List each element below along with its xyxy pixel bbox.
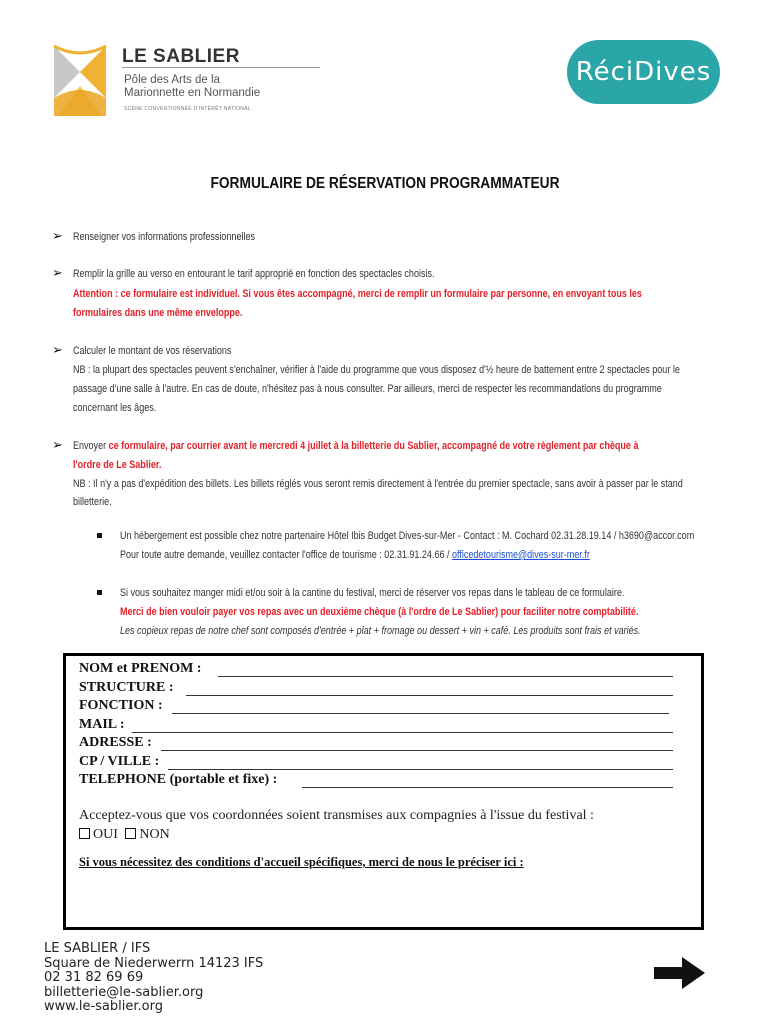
logo-small-text: SCÈNE CONVENTIONNÉE D'INTÉRÊT NATIONAL <box>124 106 251 112</box>
nb-shipping-2: billetterie. <box>73 496 112 508</box>
tourism-office-text: Pour toute autre demande, veuillez contacter l'office de tourisme : 02.31.91.24.66 / <box>120 549 452 561</box>
footer-line-2: Square de Niederwerrn 14123 IFS <box>44 955 264 971</box>
structure-label: STRUCTURE : <box>79 680 174 695</box>
special-needs-area[interactable] <box>79 874 689 924</box>
phone-label: TELEPHONE (portable et fixe) : <box>79 772 278 787</box>
consent-question: Acceptez-vous que vos coordonnées soient transmises aux compagnies à l'issue du festival : <box>79 808 594 823</box>
oui-label: OUI <box>93 827 118 842</box>
recidives-logo: RéciDives <box>567 40 720 104</box>
name-label: NOM et PRENOM : <box>79 661 202 676</box>
oui-checkbox[interactable] <box>79 828 90 839</box>
meal-info: Si vous souhaitez manger midi et/ou soir à la cantine du festival, merci de réserver vos repas dans le tableau de ce formulaire. <box>120 587 625 599</box>
footer-line-5: www.le-sablier.org <box>44 999 163 1014</box>
instruction-4-red: ce formulaire, par courrier avant le mercredi 4 juillet à la billetterie du Sablier, accompagné de votre règlement par chèque à <box>106 440 639 452</box>
name-field[interactable] <box>218 676 673 677</box>
footer-line-4: billetterie@le-sablier.org <box>44 984 204 1000</box>
phone-field[interactable] <box>302 787 673 788</box>
arrow-bullet-icon: ➢ <box>52 265 63 280</box>
tourism-email-link[interactable]: officedetourisme@dives-sur-mer.fr <box>451 549 590 561</box>
nb-shipping-1: NB : Il n'y a pas d'expédition des billets. Les billets réglés vous seront remis directement à l'entrée du premier spectacle, sans avoir à passer par le stand <box>73 478 683 490</box>
logo-title: LE SABLIER <box>122 46 240 67</box>
hotel-info: Un hébergement est possible chez notre partenaire Hôtel Ibis Budget Dives-sur-Mer - Contact : M. Cochard 02.31.28.19.14 / h3690@accor.com <box>120 530 695 542</box>
instruction-4-prefix: Envoyer <box>73 440 107 452</box>
instruction-1: Renseigner vos informations professionnelles <box>73 231 256 243</box>
meal-payment-note: Merci de bien vouloir payer vos repas avec un deuxième chèque (à l'ordre de Le Sablier) pour faciliter notre comptabilité. <box>120 606 639 618</box>
tourism-office-line <box>120 546 590 565</box>
fonction-label: FONCTION : <box>79 698 163 713</box>
arrow-bullet-icon: ➢ <box>52 228 63 243</box>
adresse-label: ADRESSE : <box>79 735 152 750</box>
instruction-4-red-2: l'ordre de Le Sablier. <box>73 459 162 471</box>
warning-line-2: formulaires dans une même enveloppe. <box>73 307 243 319</box>
footer-line-1: LE SABLIER / IFS <box>44 941 151 956</box>
le-sablier-logo <box>44 42 294 120</box>
logo-divider <box>122 67 320 68</box>
logo-subtitle-1: Pôle des Arts de la <box>124 74 220 86</box>
footer-address <box>44 942 263 1015</box>
instruction-4 <box>73 437 638 456</box>
logo-subtitle-2: Marionnette en Normandie <box>124 87 261 99</box>
warning-line-1: Attention : ce formulaire est individuel. Si vous êtes accompagné, merci de remplir un formulaire par personne, en envoyant tous les <box>73 288 642 300</box>
nb-line-3: concernant les âges. <box>73 402 157 414</box>
square-bullet-icon <box>97 533 102 538</box>
cp-ville-label: CP / VILLE : <box>79 754 160 769</box>
non-checkbox[interactable] <box>125 828 136 839</box>
nb-line-2: passage d'une salle à l'autre. En cas de doute, n'hésitez pas à nous consulter. Par ailleurs, merci de respecter les recommandations du programme <box>73 383 662 395</box>
instruction-2: Remplir la grille au verso en entourant le tarif approprié en fonction des spectacles choisis. <box>73 268 435 280</box>
next-page-arrow-icon <box>652 955 707 991</box>
instruction-3: Calculer le montant de vos réservations <box>73 345 232 357</box>
adresse-field[interactable] <box>161 750 673 751</box>
hourglass-logo-icon <box>44 42 116 120</box>
special-needs-label: Si vous nécessitez des conditions d'accueil spécifiques, merci de nous le préciser ici : <box>79 855 524 869</box>
non-label: NON <box>139 827 170 842</box>
contact-form-box <box>63 653 704 930</box>
mail-field[interactable] <box>132 732 673 733</box>
arrow-bullet-icon: ➢ <box>52 437 63 452</box>
footer-line-3: 02 31 82 69 69 <box>44 970 144 985</box>
structure-field[interactable] <box>186 695 673 696</box>
nb-line-1: NB : la plupart des spectacles peuvent s'enchaîner, vérifier à l'aide du programme que vous disposez d'½ heure de battement entre 2 spectacles pour le <box>73 364 680 376</box>
meal-description: Les copieux repas de notre chef sont composés d'entrée + plat + fromage ou dessert + vin + café. Les produits sont frais et variés. <box>120 625 641 637</box>
fonction-field[interactable] <box>172 713 669 714</box>
cp-ville-field[interactable] <box>168 769 673 770</box>
consent-options <box>79 827 170 843</box>
page-title: FORMULAIRE DE RÉSERVATION PROGRAMMATEUR <box>210 175 560 192</box>
mail-label: MAIL : <box>79 717 125 732</box>
arrow-bullet-icon: ➢ <box>52 342 63 357</box>
square-bullet-icon <box>97 590 102 595</box>
